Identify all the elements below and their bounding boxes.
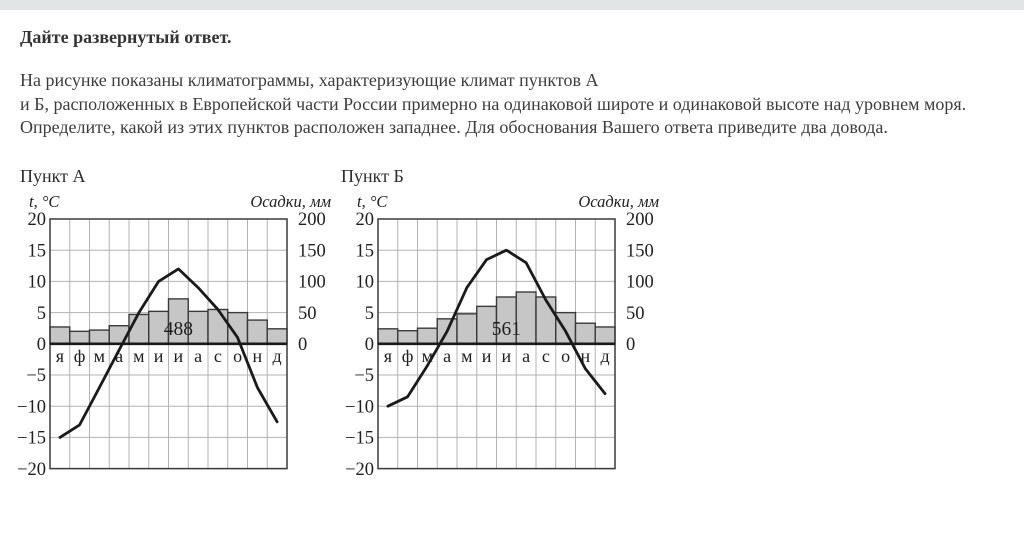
svg-text:−20: −20 (345, 459, 374, 480)
svg-text:д: д (272, 346, 282, 366)
svg-text:м: м (461, 346, 473, 366)
svg-text:150: 150 (298, 241, 326, 262)
precip-bar (398, 331, 418, 344)
climatogram-b (343, 185, 673, 505)
precip-bar (536, 297, 556, 344)
precip-bar (457, 314, 477, 344)
svg-text:−15: −15 (17, 428, 46, 449)
svg-text:н: н (580, 346, 591, 366)
svg-text:и: и (153, 346, 164, 366)
svg-text:−20: −20 (17, 459, 46, 480)
svg-text:−15: −15 (345, 428, 374, 449)
svg-text:5: 5 (36, 303, 46, 324)
precip-bar (267, 329, 287, 344)
svg-text:10: 10 (355, 272, 374, 293)
svg-text:с: с (213, 346, 222, 366)
svg-text:0: 0 (298, 335, 308, 355)
svg-text:50: 50 (298, 303, 317, 324)
svg-text:200: 200 (626, 210, 654, 231)
svg-text:200: 200 (298, 210, 326, 231)
temp-axis-title: t, °C (357, 192, 388, 211)
svg-text:150: 150 (626, 241, 654, 262)
svg-text:50: 50 (626, 303, 645, 324)
svg-text:м: м (93, 346, 106, 366)
svg-text:ф: ф (401, 346, 414, 366)
precip-bar (90, 330, 110, 344)
svg-text:0: 0 (36, 335, 46, 355)
temp-axis-title: t, °C (29, 192, 60, 211)
svg-text:и: и (481, 346, 492, 366)
annual-precipitation-total: 488 (163, 319, 193, 340)
svg-text:м: м (421, 346, 434, 366)
svg-text:0: 0 (364, 335, 374, 355)
chart-b-title: Пункт Б (341, 166, 404, 186)
precip-bar (556, 313, 576, 344)
svg-text:−5: −5 (354, 366, 374, 387)
precip-bar (418, 328, 438, 344)
question-heading: Дайте развернутый ответ. (20, 27, 232, 47)
precip-bar (50, 327, 70, 344)
precip-axis-labels (298, 210, 326, 355)
precip-bar (129, 314, 149, 343)
svg-text:100: 100 (626, 272, 654, 293)
svg-text:я: я (383, 346, 393, 366)
annual-precipitation-total: 561 (491, 319, 521, 340)
precip-bar (70, 331, 90, 343)
svg-text:10: 10 (27, 272, 46, 293)
svg-text:м: м (133, 346, 145, 366)
question-line: и Б, расположенных в Европейской части России примерно на одинаковой широте и одинаковой высоте над уровнем моря. (20, 93, 967, 114)
svg-text:−5: −5 (26, 366, 46, 387)
svg-text:д: д (600, 346, 610, 366)
temp-axis-labels (345, 210, 374, 480)
svg-text:15: 15 (355, 241, 374, 262)
chart-a-title: Пункт А (20, 166, 86, 186)
svg-text:с: с (541, 346, 550, 366)
top-strip (0, 0, 1024, 10)
precip-bar (576, 323, 596, 344)
precip-axis-labels (626, 210, 654, 355)
svg-text:15: 15 (27, 241, 46, 262)
precip-axis-title: Осадки, мм (578, 192, 659, 211)
svg-text:а: а (522, 346, 531, 366)
precip-bar (595, 327, 615, 344)
precip-bar (248, 320, 268, 344)
svg-text:0: 0 (626, 335, 636, 355)
svg-text:100: 100 (298, 272, 326, 293)
svg-text:о: о (233, 346, 243, 366)
svg-text:20: 20 (27, 210, 46, 231)
svg-text:а: а (443, 346, 452, 366)
precip-bar (208, 309, 228, 343)
svg-text:а: а (115, 346, 124, 366)
svg-text:ф: ф (73, 346, 86, 366)
svg-text:и: и (173, 346, 184, 366)
svg-text:а: а (194, 346, 203, 366)
svg-text:−10: −10 (17, 397, 46, 418)
question-line: На рисунке показаны климатограммы, характеризующие климат пунктов А (20, 70, 599, 90)
svg-text:я: я (55, 346, 65, 366)
precip-bar (378, 329, 398, 344)
question-line: Определите, какой из этих пунктов расположен западнее. Для обоснования Вашего ответа приведите два довода. (20, 117, 888, 137)
temp-axis-labels (17, 210, 46, 480)
question-text (20, 69, 1020, 140)
precip-axis-title: Осадки, мм (250, 192, 331, 211)
svg-text:−10: −10 (345, 397, 374, 418)
climatogram-a (15, 185, 345, 505)
svg-text:5: 5 (364, 303, 374, 324)
svg-text:и: и (501, 346, 512, 366)
svg-text:20: 20 (355, 210, 374, 231)
svg-text:о: о (561, 346, 571, 366)
svg-text:н: н (252, 346, 263, 366)
